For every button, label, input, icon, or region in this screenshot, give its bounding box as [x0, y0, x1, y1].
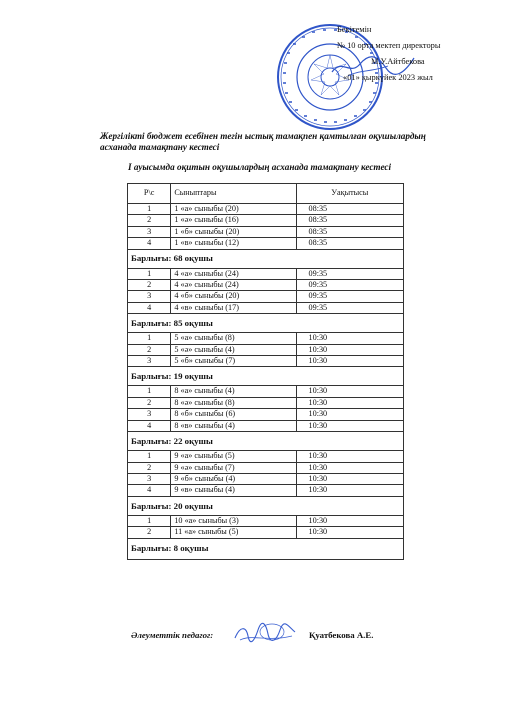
- row-number: 2: [128, 397, 171, 408]
- table-row: [128, 344, 404, 355]
- table-row: [128, 204, 404, 215]
- row-number: 4: [128, 485, 171, 496]
- row-class: 8 «ә» сыныбы (8): [171, 397, 296, 408]
- approval-line-approve: Бекітемін: [337, 25, 372, 34]
- row-number: 2: [128, 344, 171, 355]
- approval-block: [337, 22, 517, 86]
- row-time: 10:30: [296, 386, 404, 397]
- table-row: [128, 386, 404, 397]
- group-total-row: [128, 496, 404, 515]
- approval-line-date: «01» қыркүйек 2023 жыл: [343, 73, 433, 82]
- group-total: Барлығы: 68 оқушы: [128, 249, 404, 268]
- group-total-row: [128, 249, 404, 268]
- table-row: [128, 397, 404, 408]
- table-row: [128, 333, 404, 344]
- row-number: 2: [128, 527, 171, 538]
- table-row: [128, 226, 404, 237]
- group-total: Барлығы: 22 оқушы: [128, 432, 404, 451]
- row-time: 09:35: [296, 302, 404, 313]
- row-class: 5 «а» сыныбы (8): [171, 333, 296, 344]
- row-number: 3: [128, 291, 171, 302]
- row-time: 08:35: [296, 238, 404, 249]
- header-time: Уақытысы: [296, 184, 404, 204]
- row-class: 4 «ә» сыныбы (24): [171, 280, 296, 291]
- approval-line-position: № 10 орта мектеп директоры: [337, 41, 441, 50]
- group-total: Барлығы: 19 оқушы: [128, 367, 404, 386]
- table-row: [128, 291, 404, 302]
- row-number: 4: [128, 420, 171, 431]
- table-row: [128, 302, 404, 313]
- table-row: [128, 462, 404, 473]
- row-number: 2: [128, 462, 171, 473]
- row-class: 5 «б» сыныбы (7): [171, 356, 296, 367]
- row-number: 3: [128, 473, 171, 484]
- row-class: 4 «в» сыныбы (17): [171, 302, 296, 313]
- table-row: [128, 215, 404, 226]
- group-total-row: [128, 314, 404, 333]
- row-number: 1: [128, 515, 171, 526]
- table-row: [128, 451, 404, 462]
- row-class: 1 «а» сыныбы (20): [171, 204, 296, 215]
- table-row: [128, 485, 404, 496]
- table-row: [128, 527, 404, 538]
- row-time: 08:35: [296, 204, 404, 215]
- row-time: 10:30: [296, 344, 404, 355]
- row-class: 4 «а» сыныбы (24): [171, 268, 296, 279]
- row-class: 9 «а» сыныбы (5): [171, 451, 296, 462]
- table-row: [128, 420, 404, 431]
- row-time: 10:30: [296, 515, 404, 526]
- table-row: [128, 280, 404, 291]
- row-time: 09:35: [296, 268, 404, 279]
- row-number: 3: [128, 356, 171, 367]
- row-time: 09:35: [296, 291, 404, 302]
- row-number: 1: [128, 451, 171, 462]
- header-classes: Сыныптары: [171, 184, 296, 204]
- table-row: [128, 473, 404, 484]
- row-class: 1 «в» сыныбы (12): [171, 238, 296, 249]
- row-class: 4 «б» сыныбы (20): [171, 291, 296, 302]
- row-time: 10:30: [296, 527, 404, 538]
- row-time: 10:30: [296, 473, 404, 484]
- table-header-row: [128, 184, 404, 204]
- header-number: Р\с: [128, 184, 171, 204]
- group-total-row: [128, 432, 404, 451]
- group-total: Барлығы: 8 оқушы: [128, 538, 404, 559]
- row-class: 9 «б» сыныбы (4): [171, 473, 296, 484]
- table-row: [128, 238, 404, 249]
- table-row: [128, 409, 404, 420]
- approval-line-director-name: М.У.Айтбекова: [371, 57, 425, 66]
- row-time: 08:35: [296, 215, 404, 226]
- row-time: 10:30: [296, 409, 404, 420]
- row-class: 5 «ә» сыныбы (4): [171, 344, 296, 355]
- table-row: [128, 356, 404, 367]
- row-class: 1 «б» сыныбы (20): [171, 226, 296, 237]
- row-time: 10:30: [296, 451, 404, 462]
- row-number: 3: [128, 409, 171, 420]
- table-row: [128, 268, 404, 279]
- row-class: 1 «ә» сыныбы (16): [171, 215, 296, 226]
- group-total-row: [128, 367, 404, 386]
- row-class: 8 «а» сыныбы (4): [171, 386, 296, 397]
- schedule-table: [127, 183, 404, 560]
- row-number: 2: [128, 215, 171, 226]
- row-time: 10:30: [296, 356, 404, 367]
- row-time: 10:30: [296, 462, 404, 473]
- row-time: 08:35: [296, 226, 404, 237]
- row-number: 1: [128, 386, 171, 397]
- row-class: 10 «а» сыныбы (3): [171, 515, 296, 526]
- table-body: [128, 204, 404, 560]
- row-time: 10:30: [296, 333, 404, 344]
- group-total: Барлығы: 20 оқушы: [128, 496, 404, 515]
- row-number: 1: [128, 268, 171, 279]
- row-class: 9 «в» сыныбы (4): [171, 485, 296, 496]
- footer-name: Қуатбекова А.Е.: [309, 630, 374, 640]
- row-number: 1: [128, 204, 171, 215]
- row-number: 4: [128, 238, 171, 249]
- row-number: 1: [128, 333, 171, 344]
- row-number: 3: [128, 226, 171, 237]
- row-class: 11 «а» сыныбы (5): [171, 527, 296, 538]
- row-class: 9 «ә» сыныбы (7): [171, 462, 296, 473]
- table-row: [128, 515, 404, 526]
- footer-role: Әлеуметтік педагог:: [131, 630, 214, 640]
- document-subtitle: I ауысымда оқитын оқушылардың асханада тамақтану кестесі: [128, 162, 392, 172]
- row-time: 10:30: [296, 397, 404, 408]
- group-total-row: [128, 538, 404, 559]
- row-number: 2: [128, 280, 171, 291]
- row-time: 10:30: [296, 485, 404, 496]
- pedagogue-signature-icon: [232, 620, 298, 646]
- group-total: Барлығы: 85 оқушы: [128, 314, 404, 333]
- row-time: 10:30: [296, 420, 404, 431]
- row-time: 09:35: [296, 280, 404, 291]
- document-title: Жергілікті бюджет есебінен тегін ыстық тамақпен қамтылған оқушылардың асханада тамақтану кестесі: [100, 131, 426, 152]
- row-class: 8 «в» сыныбы (4): [171, 420, 296, 431]
- row-class: 8 «б» сыныбы (6): [171, 409, 296, 420]
- row-number: 4: [128, 302, 171, 313]
